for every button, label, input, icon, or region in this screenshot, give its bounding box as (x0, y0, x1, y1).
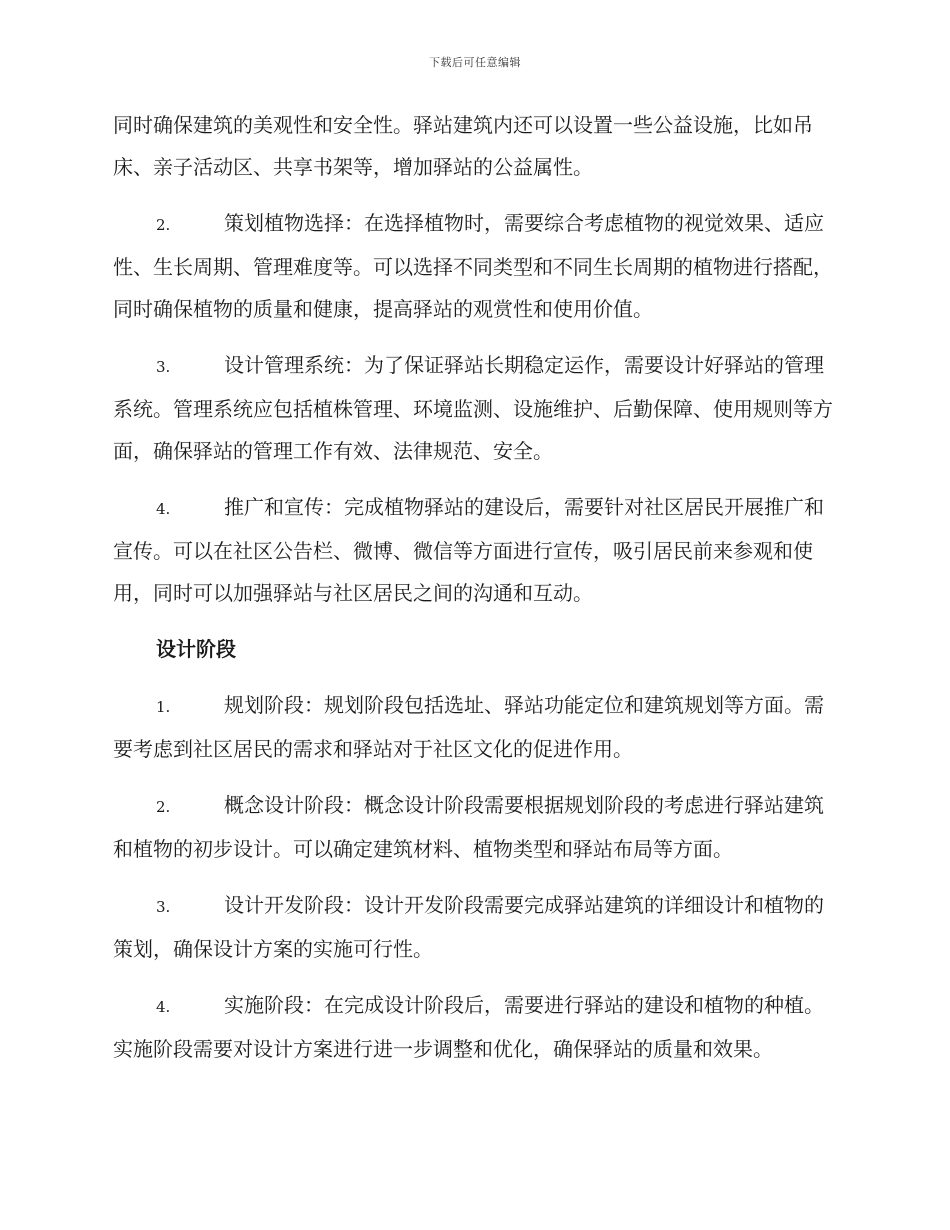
list-item-number: 2. (156, 798, 171, 816)
list-item-text: 设计开发阶段：设计开发阶段需要完成驿站建筑的详细设计和植物的策划，确保设计方案的实施可行性。 (113, 893, 824, 961)
list-item-text: 推广和宣传：完成植物驿站的建设后，需要针对社区居民开展推广和宣传。可以在社区公告栏、微博、微信等方面进行宣传，吸引居民前来参观和使用，同时可以加强驿站与社区居民之间的沟通和互动。 (113, 495, 824, 605)
list-item (113, 486, 838, 614)
list-item-number: 2. (156, 216, 171, 234)
list-item-text: 策划植物选择：在选择植物时，需要综合考虑植物的视觉效果、适应性、生长周期、管理难度等。可以选择不同类型和不同生长周期的植物进行搭配，同时确保植物的质量和健康，提高驿站的观赏性和使用价值。 (113, 211, 833, 321)
document-body (113, 104, 838, 1084)
list-item-text: 规划阶段：规划阶段包括选址、驿站功能定位和建筑规划等方面。需要考虑到社区居民的需求和驿站对于社区文化的促进作用。 (113, 693, 824, 761)
section-heading: 设计阶段 (156, 637, 236, 661)
list-item-number: 3. (156, 898, 171, 916)
intro-paragraph: 同时确保建筑的美观性和安全性。驿站建筑内还可以设置一些公益设施，比如吊床、亲子活动区、共享书架等，增加驿站的公益属性。 (113, 113, 813, 179)
list-item (113, 344, 838, 472)
list-item (113, 884, 838, 970)
list-item (113, 202, 838, 330)
list-item-number: 1. (156, 698, 171, 716)
list-item-number: 4. (156, 500, 171, 518)
list-item-number: 4. (156, 998, 171, 1016)
list-item-text: 概念设计阶段：概念设计阶段需要根据规划阶段的考虑进行驿站建筑和植物的初步设计。可以确定建筑材料、植物类型和驿站布局等方面。 (113, 793, 824, 861)
list-item-text: 设计管理系统：为了保证驿站长期稳定运作，需要设计好驿站的管理系统。管理系统应包括植株管理、环境监测、设施维护、后勤保障、使用规则等方面，确保驿站的管理工作有效、法律规范、安全。 (113, 353, 833, 463)
list-item-text: 实施阶段：在完成设计阶段后，需要进行驿站的建设和植物的种植。实施阶段需要对设计方案进行进一步调整和优化，确保驿站的质量和效果。 (113, 993, 824, 1061)
list-item-number: 3. (156, 358, 171, 376)
list-item (113, 684, 838, 770)
page-header: 下载后可任意编辑 (429, 56, 521, 69)
list-item (113, 784, 838, 870)
list-item (113, 984, 838, 1070)
